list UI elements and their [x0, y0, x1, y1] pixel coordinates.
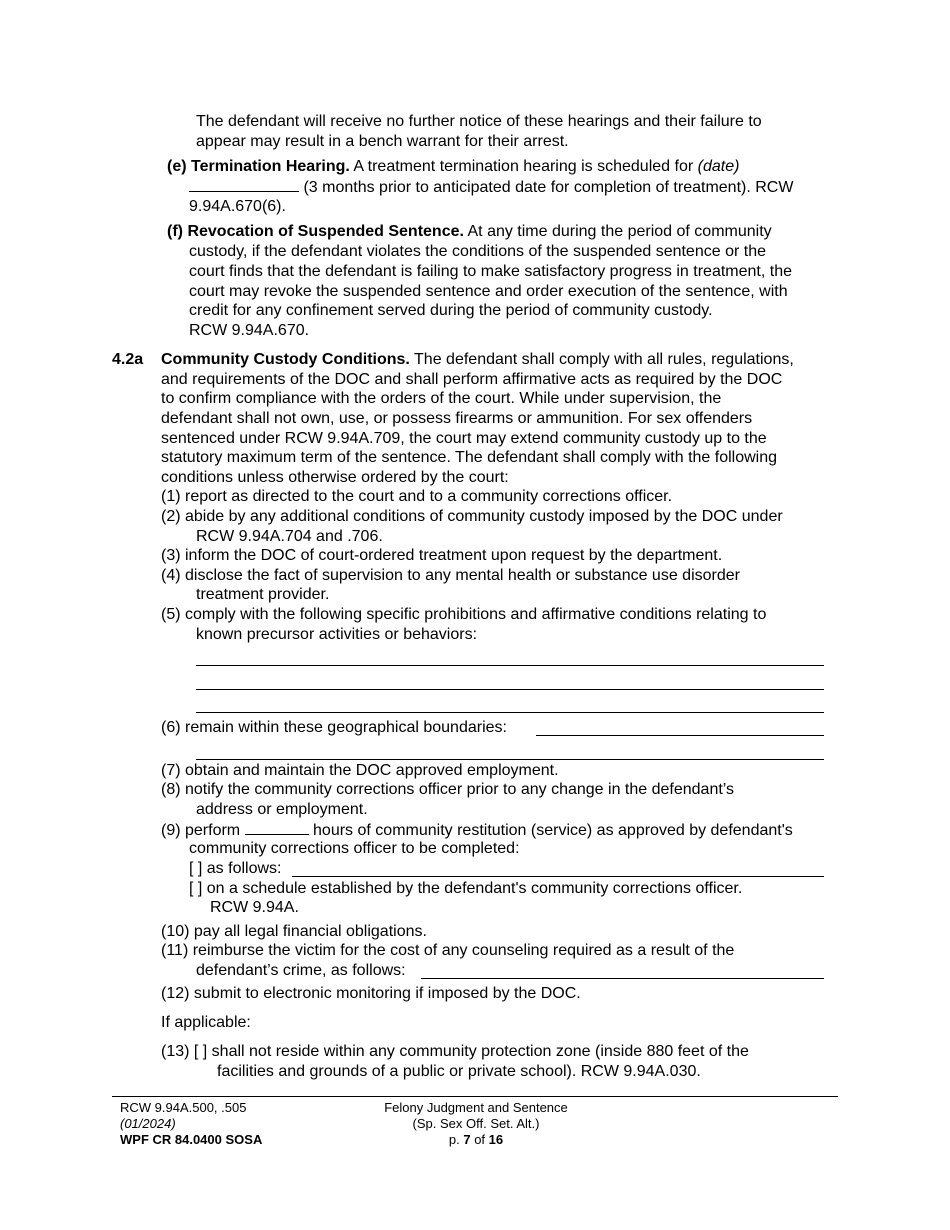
condition-5-fill-line-2[interactable] [196, 689, 824, 690]
footer-divider [112, 1096, 838, 1097]
footer-page-of: of [474, 1132, 486, 1147]
termination-hearing-line-1 [167, 157, 739, 177]
revocation-line: credit for any confinement served during the period of community custody. [189, 302, 713, 319]
section-42a-line: and requirements of the DOC and shall perform affirmative acts as required by the DOC [161, 371, 783, 388]
section-42a-line: to confirm compliance with the orders of the court. While under supervision, the [161, 390, 722, 407]
revocation-rcw: RCW 9.94A.670. [189, 322, 310, 339]
condition-3: (3) inform the DOC of court-ordered treatment upon request by the department. [161, 547, 723, 564]
termination-title: Termination Hearing. [191, 158, 350, 175]
condition-5: (5) comply with the following specific prohibitions and affirmative conditions relating to [161, 606, 767, 623]
footer-page-prefix: p. [448, 1132, 460, 1147]
condition-9-as-follows-field[interactable] [292, 876, 824, 877]
footer-rcw: RCW 9.94A.500, .505 [120, 1100, 247, 1115]
revocation-title: Revocation of Suspended Sentence. [187, 223, 464, 240]
revocation-line: custody, if the defendant violates the conditions of the suspended sentence or the [189, 243, 766, 260]
footer-date: (01/2024) [120, 1116, 176, 1131]
condition-11-cont: defendant’s crime, as follows: [196, 962, 406, 979]
condition-9-pre: (9) perform [161, 822, 241, 839]
condition-10: (10) pay all legal financial obligations. [161, 923, 427, 940]
footer-title-1: Felony Judgment and Sentence [384, 1100, 568, 1115]
hearings-notice-line-2: appear may result in a bench warrant for their arrest. [196, 133, 569, 150]
termination-hearing-line-3: 9.94A.670(6). [189, 198, 286, 215]
condition-9-option-as-follows[interactable]: [ ] as follows: [189, 860, 282, 877]
condition-5-fill-line-3[interactable] [196, 712, 824, 713]
footer-form-number: WPF CR 84.0400 SOSA [120, 1132, 263, 1147]
condition-6-fill-line-2[interactable] [196, 759, 824, 760]
condition-9-hours-field[interactable] [245, 820, 309, 835]
condition-7: (7) obtain and maintain the DOC approved employment. [161, 762, 559, 779]
termination-line2-text: (3 months prior to anticipated date for completion of treatment). RCW [303, 179, 794, 196]
condition-9-post: hours of community restitution (service) as approved by defendant's [313, 822, 793, 839]
section-number: 4.2a [112, 351, 144, 368]
condition-13-cont: facilities and grounds of a public or private school). RCW 9.94A.030. [217, 1063, 701, 1080]
condition-4: (4) disclose the fact of supervision to any mental health or substance use disorder [161, 567, 740, 584]
footer-title-2: (Sp. Sex Off. Set. Alt.) [412, 1116, 540, 1131]
condition-11: (11) reimburse the victim for the cost of any counseling required as a result of the [161, 942, 735, 959]
hearings-notice-line-1: The defendant will receive no further notice of these hearings and their failure to [196, 113, 762, 130]
section-42a-line: defendant shall not own, use, or possess firearms or ammunition. For sex offenders [161, 410, 753, 427]
if-applicable-label: If applicable: [161, 1014, 251, 1031]
condition-6: (6) remain within these geographical boundaries: [161, 719, 507, 736]
footer-page-number [346, 1132, 606, 1148]
termination-hearing-line-2 [189, 177, 793, 198]
condition-9-rcw: RCW 9.94A. [210, 899, 299, 916]
section-42a-line: statutory maximum term of the sentence. The defendant shall comply with the following [161, 449, 778, 466]
section-42a-line-1 [161, 350, 794, 370]
condition-9-option-schedule[interactable]: [ ] on a schedule established by the defendant's community corrections officer. [189, 880, 743, 897]
section-title: Community Custody Conditions. [161, 351, 410, 368]
termination-date-label: (date) [697, 158, 740, 175]
section-lead: The defendant shall comply with all rules, regulations, [414, 351, 794, 368]
condition-4-cont: treatment provider. [196, 586, 330, 603]
footer-page-current: 7 [463, 1132, 471, 1147]
termination-lead: A treatment termination hearing is scheduled for [353, 158, 694, 175]
condition-2-cont: RCW 9.94A.704 and .706. [196, 528, 383, 545]
revocation-lead: At any time during the period of community [467, 223, 772, 240]
revocation-line: court may revoke the suspended sentence and order execution of the sentence, with [189, 283, 788, 300]
condition-8-cont: address or employment. [196, 801, 368, 818]
termination-marker: (e) [167, 158, 187, 175]
condition-11-fill-line[interactable] [421, 978, 824, 979]
revocation-line-1 [167, 222, 772, 242]
termination-date-field[interactable] [189, 177, 299, 192]
revocation-marker: (f) [167, 223, 183, 240]
section-42a-line: conditions unless otherwise ordered by the court: [161, 469, 509, 486]
condition-5-cont: known precursor activities or behaviors: [196, 626, 478, 643]
footer-page-total: 16 [488, 1132, 504, 1147]
condition-9-cont: community corrections officer to be completed: [189, 840, 520, 857]
condition-8: (8) notify the community corrections officer prior to any change in the defendant’s [161, 781, 735, 798]
condition-9 [161, 820, 793, 841]
revocation-line: court finds that the defendant is failing to make satisfactory progress in treatment, the [189, 263, 792, 280]
condition-13[interactable]: (13) [ ] shall not reside within any community protection zone (inside 880 feet of the [161, 1043, 749, 1060]
section-42a-line: sentenced under RCW 9.94A.709, the court may extend community custody up to the [161, 430, 767, 447]
condition-5-fill-line-1[interactable] [196, 665, 824, 666]
condition-6-fill-line-1[interactable] [536, 735, 824, 736]
condition-1: (1) report as directed to the court and to a community corrections officer. [161, 488, 673, 505]
condition-12: (12) submit to electronic monitoring if imposed by the DOC. [161, 985, 581, 1002]
condition-2: (2) abide by any additional conditions of community custody imposed by the DOC under [161, 508, 783, 525]
